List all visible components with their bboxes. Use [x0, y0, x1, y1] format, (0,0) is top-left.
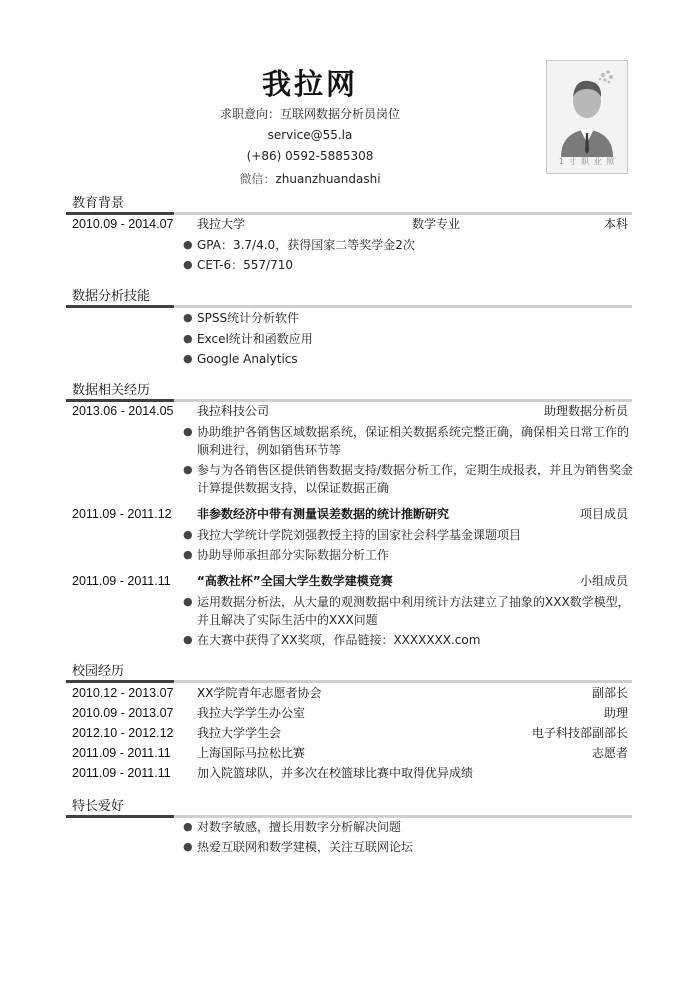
- major: 数学专业: [412, 217, 461, 231]
- job-objective: 求职意向：互联网数据分析员岗位: [219, 107, 400, 121]
- experience-date: 2011.09 - 2011.11: [72, 574, 171, 588]
- campus-date: 2011.09 - 2011.11: [72, 746, 171, 760]
- section-rule-accent: [66, 815, 174, 818]
- section-rule-accent: [66, 680, 174, 683]
- wechat-label: 微信：: [239, 172, 276, 186]
- bullet-dot-icon: ●: [183, 820, 193, 833]
- education-date: 2010.09 - 2014.07: [72, 217, 174, 231]
- campus-org: 上海国际马拉松比赛: [197, 746, 306, 760]
- section-rule-accent: [66, 305, 174, 308]
- bullet-dot-icon: ●: [183, 332, 193, 345]
- campus-date: 2012.10 - 2012.12: [72, 726, 174, 740]
- section-title: 校园经历: [72, 664, 125, 679]
- section-rule: [174, 680, 632, 683]
- photo-label: 1 寸 职 业 照: [558, 157, 616, 166]
- campus-org: 我拉大学学生会: [197, 726, 282, 740]
- bullet-dot-icon: ●: [183, 463, 193, 476]
- bullet-dot-icon: ●: [183, 258, 193, 271]
- section-title: 特长爱好: [72, 799, 125, 814]
- campus-role: 电子科技部副部长: [531, 726, 628, 740]
- campus-org: 加入院篮球队，并多次在校篮球比赛中取得优异成绩: [197, 766, 474, 780]
- section-rule: [174, 305, 632, 308]
- experience-org: 我拉科技公司: [197, 404, 270, 418]
- bullet-dot-icon: ●: [183, 425, 193, 438]
- wechat: [0, 170, 620, 187]
- photo-placeholder: [546, 60, 628, 174]
- campus-role: 副部长: [591, 686, 628, 700]
- campus-org: 我拉大学学生办公室: [197, 706, 306, 720]
- bullet-dot-icon: ●: [183, 311, 193, 324]
- email[interactable]: service@55.la: [267, 128, 353, 142]
- experience-org: 非参数经济中带有测量误差数据的统计推断研究: [197, 507, 450, 521]
- experience-date: 2011.09 - 2011.12: [72, 507, 172, 521]
- experience-role: 小组成员: [579, 574, 628, 588]
- campus-date: 2010.12 - 2013.07: [72, 686, 174, 700]
- bullet-dot-icon: ●: [183, 238, 193, 251]
- bullet-dot-icon: ●: [183, 840, 193, 853]
- bullet-dot-icon: ●: [183, 528, 193, 541]
- campus-role: 助理: [603, 706, 628, 720]
- campus-role: 志愿者: [591, 746, 628, 760]
- resume-header: [0, 0, 700, 200]
- experience-org: “高教社杯”全国大学生数学建模竞赛: [197, 574, 393, 588]
- bullet-dot-icon: ●: [183, 548, 193, 561]
- degree: 本科: [603, 217, 628, 231]
- campus-date: 2011.09 - 2011.11: [72, 766, 171, 780]
- bullet-dot-icon: ●: [183, 595, 193, 608]
- experience-date: 2013.06 - 2014.05: [72, 404, 174, 418]
- candidate-name: 我拉网: [261, 67, 358, 101]
- bullet-dot-icon: ●: [183, 633, 193, 646]
- section-title: 数据相关经历: [72, 383, 151, 398]
- experience-role: 项目成员: [579, 507, 628, 521]
- campus-date: 2010.09 - 2013.07: [72, 706, 174, 720]
- section-title: 教育背景: [72, 196, 125, 211]
- school-name: 我拉大学: [197, 217, 246, 231]
- phone: (+86) 0592-5885308: [246, 149, 374, 163]
- wechat-value: zhuanzhuandashi: [275, 172, 381, 186]
- bullet-dot-icon: ●: [183, 352, 193, 365]
- campus-org: XX学院青年志愿者协会: [197, 686, 322, 700]
- experience-role: 助理数据分析员: [543, 404, 628, 418]
- section-title: 数据分析技能: [72, 289, 151, 304]
